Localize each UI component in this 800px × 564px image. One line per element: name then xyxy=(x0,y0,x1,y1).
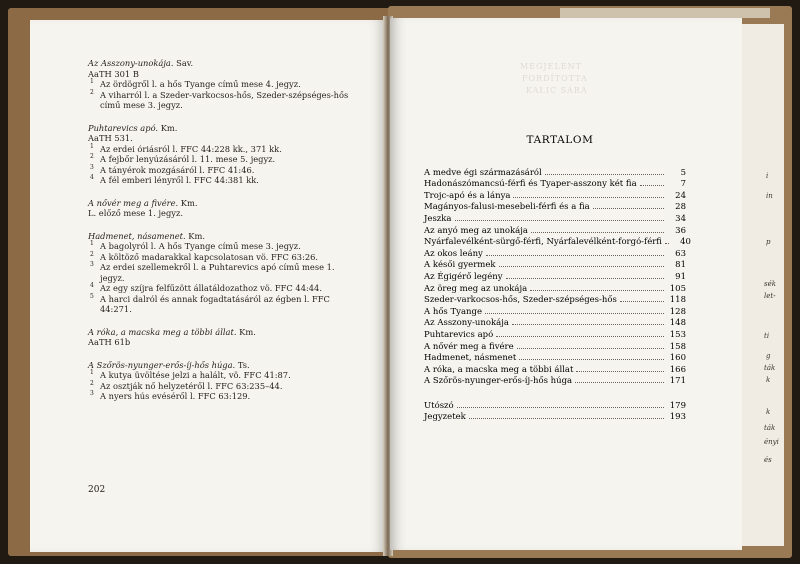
side-letter: in xyxy=(766,192,773,200)
side-letter: ták xyxy=(764,424,776,432)
toc-row: Az okos leány 63 xyxy=(424,248,686,259)
toc-row: Hadonászómancsú-férfi és Tyaper-asszony két fia 7 xyxy=(424,179,686,190)
entry-title xyxy=(88,231,358,242)
footnote: 1 A bagolyról l. A hős Tyange című mese 3. jegyz. xyxy=(90,240,301,251)
entry-source: Km. xyxy=(160,122,178,133)
toc-row: A késői gyermek 81 xyxy=(424,260,686,271)
toc-row: Az Asszony-unokája 148 xyxy=(424,318,686,329)
side-letter: sék xyxy=(764,280,776,288)
toc-row: Szeder-varkocsos-hős, Szeder-szépséges-hős 118 xyxy=(424,295,686,306)
footnote: 1 A kutya üvöltése jelzi a halált, vö. FFC 41:87. xyxy=(90,369,291,380)
side-letter: k xyxy=(766,408,771,416)
toc-row: Jegyzetek 193 xyxy=(424,412,686,423)
side-letter: g xyxy=(766,352,771,360)
toc-row: A hős Tyange 128 xyxy=(424,306,686,317)
side-letter: k xyxy=(766,376,771,384)
notes-column xyxy=(88,58,358,414)
entry-reference: L. előző mese 1. jegyz. xyxy=(88,208,183,218)
toc-row: Utószó 179 xyxy=(424,400,686,411)
entry-title-text: A nővér meg a fivére. xyxy=(88,197,179,208)
note-entry xyxy=(88,231,358,315)
entry-code: AaTH 301 B xyxy=(88,68,139,79)
note-entry xyxy=(88,360,358,402)
toc-row: Jeszka 34 xyxy=(424,213,686,224)
entry-code: AaTH 531. xyxy=(88,133,133,143)
toc-row: A Szőrös-nyunger-erős-íj-hős húga 171 xyxy=(424,376,686,387)
toc-row: A nővér meg a fivére 158 xyxy=(424,341,686,352)
side-letter: ták xyxy=(764,364,776,372)
show-through-text: KALIC SÁRA xyxy=(526,86,588,95)
side-letter: i xyxy=(766,172,769,180)
note-entry xyxy=(88,327,358,348)
toc-row: Hadmenet, násmenet 160 xyxy=(424,353,686,364)
toc-row: Nyárfalevélként-sürgő-férfi, Nyárfalevélként-forgó-férfi 40 xyxy=(424,237,691,248)
footnote: 1 Az erdei óriásról l. FFC 44:228 kk., 371 kk. xyxy=(90,142,282,154)
toc-row: A róka, a macska meg a többi állat 166 xyxy=(424,364,686,375)
footnote: 4 A fél emberi lényről l. FFC 44:381 kk. xyxy=(90,174,259,185)
note-entry xyxy=(88,198,358,219)
side-letter: let- xyxy=(764,292,776,300)
entry-title xyxy=(88,58,358,69)
entry-title-text: Puhtarevics apó. xyxy=(88,122,159,133)
entry-title xyxy=(88,327,358,338)
entry-title-text: Az Asszony-unokája. xyxy=(88,58,174,68)
toc-heading: TARTALOM xyxy=(526,134,594,146)
toc-row: Trojc-apó és a lánya 24 xyxy=(424,190,686,201)
entry-source: Sav. xyxy=(176,58,194,68)
footnote: 3 A tányérok mozgásáról l. FFC 41:46. xyxy=(90,163,255,175)
note-entry xyxy=(88,123,358,186)
entry-title-text: A Szőrös-nyunger-erős-íj-hős húga. xyxy=(88,359,236,370)
side-letter: p xyxy=(766,238,771,246)
toc-row: Puhtarevics apó 153 xyxy=(424,329,686,340)
entry-title xyxy=(88,360,358,371)
entry-source: Km. xyxy=(188,230,205,241)
toc-spacer xyxy=(424,386,686,399)
show-through-text: MEGJELENT xyxy=(520,62,582,71)
table-of-contents xyxy=(424,166,691,423)
toc-row: Magányos-falusi-mesebeli-férfi és a fia 28 xyxy=(424,202,686,213)
footnote: 5 A harci dalról és annak fogadtatásáról az égben l. FFC 44:271. xyxy=(90,292,330,314)
note-entry xyxy=(88,58,358,111)
toc-row: Az anyó meg az unokája 36 xyxy=(424,225,686,236)
footnote: 2 A költöző madarakkal kapcsolatosan vö. FFC 63:26. xyxy=(90,250,319,262)
tape-strip xyxy=(560,8,770,18)
side-letter: ényi xyxy=(764,438,779,446)
entry-source: Km. xyxy=(239,326,256,337)
footnote: 2 A viharról l. a Szeder-varkocsos-hős, Szeder-szépséges-hős című mese 3. jegyz. xyxy=(90,88,349,110)
toc-row: Az öreg meg az unokája 105 xyxy=(424,283,686,294)
footnote: 4 Az egy szíjra felfűzött állatáldozathoz vö. FFC 44:44. xyxy=(90,282,322,293)
entry-title-text: A róka, a macska meg a többi állat. xyxy=(88,326,237,337)
footnote: 3 A nyers hús evéséről l. FFC 63:129. xyxy=(90,390,251,401)
entry-title-text: Hadmenet, násamenet. xyxy=(88,230,186,241)
page-number: 202 xyxy=(88,485,106,495)
footnote: 2 A fejbőr lenyúzásáról l. 11. mese 5. jegyz. xyxy=(90,153,276,164)
side-letter: és xyxy=(764,456,772,464)
show-through-text: FORDÍTOTTA xyxy=(522,74,588,83)
toc-row: Az Égigérő legény 91 xyxy=(424,271,686,282)
entry-title xyxy=(88,198,358,209)
footnote: 3 Az erdei szellemekről l. a Puhtarevics apó című mese 1. jegyz. xyxy=(90,261,335,283)
toc-row: A medve égi származásáról 5 xyxy=(424,167,686,178)
entry-code: AaTH 61b xyxy=(88,337,131,347)
entry-title xyxy=(88,123,358,134)
footnote: 2 Az osztják nő helyzetéről l. FFC 63:235–44. xyxy=(90,379,283,391)
footnote: 1 Az ördögről l. a hős Tyange című mese 4. jegyz. xyxy=(90,78,301,89)
left-page xyxy=(30,20,386,552)
side-letter: ti xyxy=(764,332,770,340)
underlying-page xyxy=(740,24,784,546)
entry-source: Km. xyxy=(180,197,198,208)
entry-source: Ts. xyxy=(237,359,250,370)
